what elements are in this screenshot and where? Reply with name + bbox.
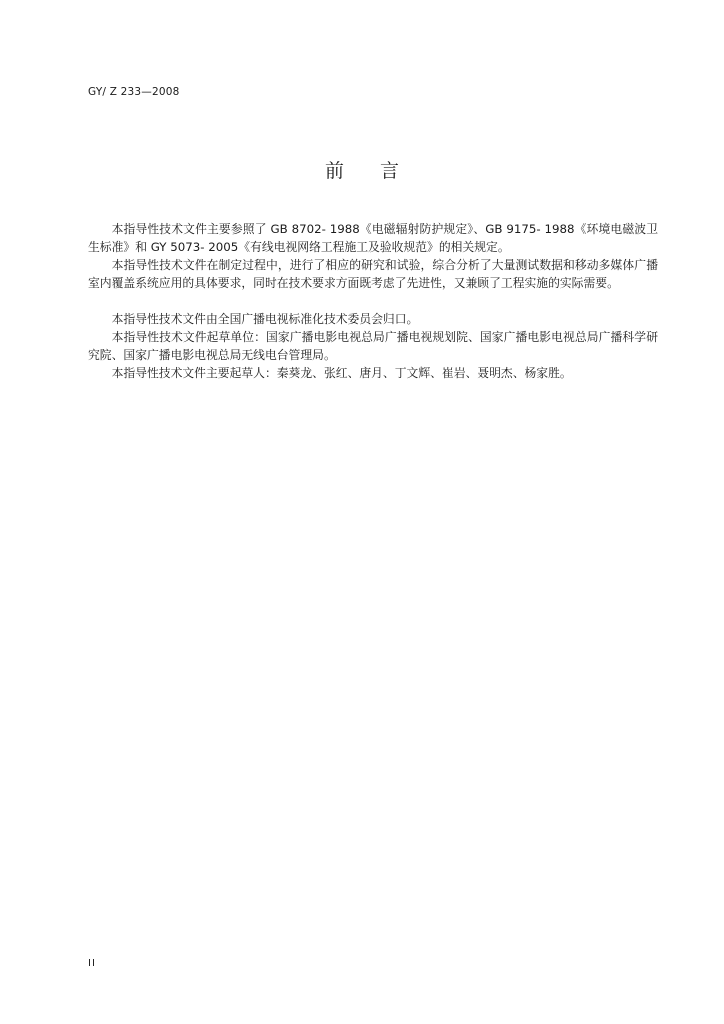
- section-heading: [0, 156, 724, 183]
- paragraph-drafters: 本指导性技术文件主要起草人：秦葵龙、张红、唐月、丁文辉、崔岩、聂明杰、杨家胜。: [111, 366, 572, 380]
- page-number: II: [88, 958, 96, 969]
- paragraph-references: 本指导性技术文件主要参照了 GB 8702- 1988《电磁辐射防护规定》、GB 9175- 1988《环境电磁波卫生标准》和 GY 5073- 2005《有线电视网络工程施工及验收规范》的相关规定。: [88, 222, 658, 254]
- heading-part-1: 前: [324, 160, 344, 182]
- paragraph-committee: 本指导性技术文件由全国广播电视标准化技术委员会归口。: [111, 312, 419, 326]
- paragraph-development: 本指导性技术文件在制定过程中，进行了相应的研究和试验，综合分析了大量测试数据和移动多媒体广播室内覆盖系统应用的具体要求，同时在技术要求方面既考虑了先进性，又兼顾了工程实施的实际需要。: [88, 258, 658, 290]
- paragraph-drafting-units: 本指导性技术文件起草单位：国家广播电影电视总局广播电视规划院、国家广播电影电视总局广播科学研究院、国家广播电影电视总局无线电台管理局。: [88, 330, 658, 362]
- document-code: GY/ Z 233—2008: [88, 86, 180, 98]
- heading-part-2: 言: [380, 160, 400, 182]
- foreword-body: [88, 220, 658, 382]
